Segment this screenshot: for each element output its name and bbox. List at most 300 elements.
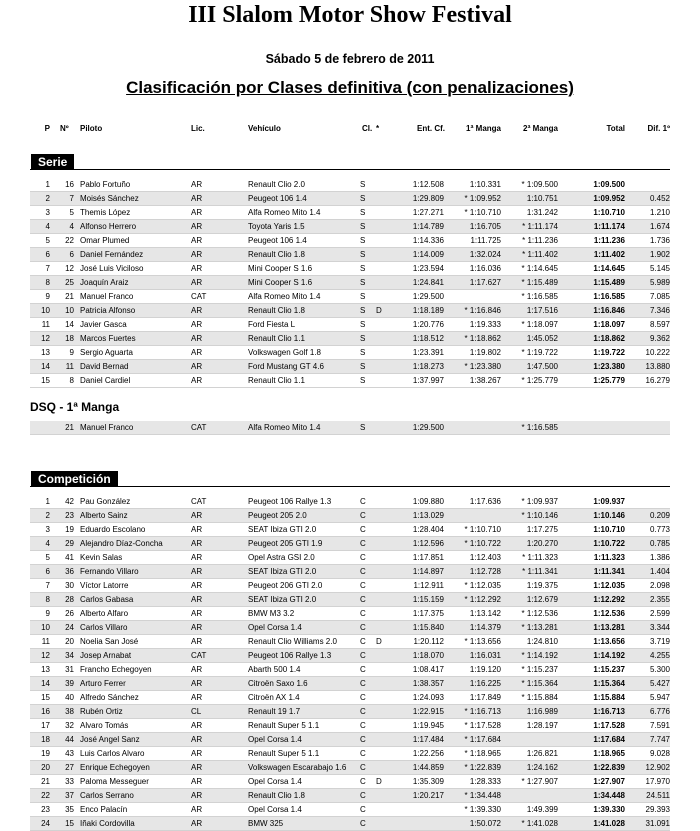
cell-total: 1:09.937 — [593, 497, 625, 506]
header-star: * — [376, 124, 380, 133]
cell-class: C — [360, 553, 366, 562]
table-row — [30, 607, 670, 621]
table-row — [30, 789, 670, 803]
cell-extra — [376, 374, 386, 387]
cell-number: 31 — [65, 665, 74, 674]
cell-class: S — [360, 376, 366, 385]
cell-vehicle: Ford Fiesta L — [248, 320, 296, 329]
cell-diff: 5.427 — [649, 679, 670, 688]
cell-total: 1:16.713 — [593, 707, 625, 716]
cell-license: AR — [191, 306, 203, 315]
cell-vehicle: Renault Super 5 1.1 — [248, 721, 320, 730]
cell-run2: * 1:41.028 — [521, 819, 558, 828]
cell-vehicle: Mini Cooper S 1.6 — [248, 264, 313, 273]
cell-vehicle: Renault Clio 1.8 — [248, 250, 305, 259]
cell-class: S — [360, 423, 366, 432]
cell-vehicle: Opel Corsa 1.4 — [248, 623, 302, 632]
table-header — [0, 122, 700, 136]
cell-pilot: Francho Echegoyen — [80, 665, 152, 674]
cell-vehicle: Toyota Yaris 1.5 — [248, 222, 305, 231]
cell-diff: 13.880 — [645, 362, 670, 371]
cell-number: 6 — [69, 250, 74, 259]
cell-number: 35 — [65, 805, 74, 814]
table-row — [30, 360, 670, 374]
cell-run1: * 1:17.528 — [464, 721, 501, 730]
cell-diff: 5.947 — [649, 693, 670, 702]
cell-extra — [376, 360, 386, 373]
cell-total: 1:11.236 — [593, 236, 625, 245]
cell-vehicle: Alfa Romeo Mito 1.4 — [248, 423, 321, 432]
cell-diff: 1.902 — [649, 250, 670, 259]
cell-class: C — [360, 763, 366, 772]
cell-run1: 1:16.225 — [469, 679, 501, 688]
cell-extra: D — [376, 637, 382, 646]
cell-number: 18 — [65, 334, 74, 343]
cell-vehicle: Renault Clio 1.8 — [248, 791, 305, 800]
cell-total: 1:19.722 — [593, 348, 625, 357]
cell-license: AR — [191, 763, 203, 772]
cell-run2: * 1:11.236 — [522, 236, 558, 245]
cell-position: 15 — [41, 693, 50, 702]
cell-run1: * 1:12.292 — [464, 595, 501, 604]
cell-run2: * 1:15.237 — [521, 665, 558, 674]
section-divider — [30, 169, 670, 170]
cell-entry — [394, 803, 444, 816]
cell-class: S — [360, 320, 366, 329]
cell-run1: 1:17.849 — [469, 693, 501, 702]
cell-pilot: Carlos Villaro — [80, 623, 128, 632]
cell-diff: 5.300 — [649, 665, 670, 674]
cell-pilot: Víctor Latorre — [80, 581, 129, 590]
cell-diff — [620, 421, 670, 434]
cell-vehicle: Peugeot 106 1.4 — [248, 194, 307, 203]
cell-total: 1:10.146 — [593, 511, 625, 520]
cell-total: 1:39.330 — [593, 805, 625, 814]
cell-diff: 17.970 — [645, 777, 670, 786]
cell-entry: 1:22.256 — [412, 749, 444, 758]
cell-extra — [376, 262, 386, 275]
cell-entry: 1:17.484 — [412, 735, 444, 744]
cell-run1: 1:17.627 — [469, 278, 501, 287]
cell-run2: 1:20.270 — [526, 539, 558, 548]
table-row — [30, 234, 670, 248]
cell-position: 4 — [45, 222, 50, 231]
header-run2: 2ª Manga — [523, 124, 558, 133]
cell-pilot: Patricia Alfonso — [80, 306, 136, 315]
cell-diff: 0.452 — [649, 194, 670, 203]
cell-run1 — [451, 290, 501, 303]
cell-position: 2 — [45, 194, 50, 203]
cell-total: 1:13.281 — [593, 623, 625, 632]
cell-diff: 0.785 — [649, 539, 670, 548]
cell-vehicle: SEAT Ibiza GTI 2.0 — [248, 595, 317, 604]
cell-run2: * 1:19.722 — [521, 348, 558, 357]
cell-run2: 1:24.810 — [526, 637, 558, 646]
cell-total: 1:12.035 — [593, 581, 625, 590]
cell-extra — [376, 551, 386, 564]
cell-diff: 3.344 — [649, 623, 670, 632]
cell-vehicle: Renault Super 5 1.1 — [248, 749, 320, 758]
table-row — [30, 495, 670, 509]
cell-position: 22 — [41, 791, 50, 800]
cell-position: 11 — [41, 320, 50, 329]
cell-run2: 1:12.679 — [526, 595, 558, 604]
cell-run1: 1:19.802 — [469, 348, 501, 357]
cell-run1: 1:16.036 — [469, 264, 501, 273]
cell-class: S — [360, 194, 366, 203]
cell-total: 1:10.710 — [593, 525, 625, 534]
cell-position: 13 — [41, 665, 50, 674]
table-row — [30, 346, 670, 360]
cell-license: AR — [191, 278, 203, 287]
cell-run2: 1:24.162 — [526, 763, 558, 772]
cell-class: S — [360, 180, 366, 189]
cell-number: 21 — [65, 423, 74, 432]
cell-entry: 1:17.851 — [412, 553, 444, 562]
cell-pilot: Daniel Cardiel — [80, 376, 131, 385]
cell-number: 12 — [65, 264, 74, 273]
section-label: Competición — [31, 471, 118, 487]
cell-run2: 1:17.275 — [526, 525, 558, 534]
table-row — [30, 579, 670, 593]
cell-class: C — [360, 581, 366, 590]
cell-extra — [376, 220, 386, 233]
cell-class: C — [360, 623, 366, 632]
cell-vehicle: BMW 325 — [248, 819, 284, 828]
cell-extra — [376, 817, 386, 830]
cell-position: 17 — [41, 721, 50, 730]
cell-class: C — [360, 721, 366, 730]
cell-entry: 1:23.391 — [412, 348, 444, 357]
cell-class: C — [360, 567, 366, 576]
cell-license: AR — [191, 609, 203, 618]
cell-entry: 1:15.159 — [412, 595, 444, 604]
cell-class: C — [360, 511, 366, 520]
cell-number: 5 — [69, 208, 74, 217]
cell-license: CAT — [191, 423, 207, 432]
cell-vehicle: Renault Clio 1.1 — [248, 376, 305, 385]
cell-run1: * 1:09.952 — [464, 194, 501, 203]
cell-position: 7 — [45, 581, 50, 590]
cell-license: AR — [191, 777, 203, 786]
cell-entry: 1:29.809 — [412, 194, 444, 203]
cell-vehicle: Ford Mustang GT 4.6 — [248, 362, 324, 371]
cell-class: C — [360, 525, 366, 534]
cell-number: 7 — [69, 194, 74, 203]
cell-extra — [376, 733, 386, 746]
cell-diff: 29.393 — [645, 805, 670, 814]
cell-run2: * 1:16.585 — [521, 292, 558, 301]
cell-class: C — [360, 539, 366, 548]
cell-number: 41 — [65, 553, 74, 562]
cell-number: 40 — [65, 693, 74, 702]
cell-class: C — [360, 735, 366, 744]
cell-extra — [376, 290, 386, 303]
cell-entry: 1:14.009 — [412, 250, 444, 259]
cell-entry: 1:22.915 — [412, 707, 444, 716]
cell-pilot: Kevin Salas — [80, 553, 123, 562]
cell-total: 1:11.341 — [593, 567, 625, 576]
header-number: Nº — [60, 124, 69, 133]
cell-vehicle: Opel Astra GSI 2.0 — [248, 553, 315, 562]
cell-position: 23 — [41, 805, 50, 814]
cell-extra — [376, 192, 386, 205]
cell-total: 1:11.323 — [593, 553, 625, 562]
cell-pilot: David Bernad — [80, 362, 129, 371]
cell-pilot: Alvaro Tomás — [80, 721, 129, 730]
cell-entry: 1:29.500 — [412, 292, 444, 301]
cell-run2: 1:45.052 — [526, 334, 558, 343]
cell-entry: 1:17.375 — [412, 609, 444, 618]
cell-vehicle: Citroën Saxo 1.6 — [248, 679, 308, 688]
cell-run2: 1:28.197 — [526, 721, 558, 730]
cell-class: C — [360, 819, 366, 828]
cell-total: 1:11.174 — [593, 222, 625, 231]
cell-run1: 1:38.267 — [469, 376, 501, 385]
cell-entry: 1:19.945 — [412, 721, 444, 730]
table-row — [30, 192, 670, 206]
cell-license: AR — [191, 749, 203, 758]
cell-pilot: José Angel Sanz — [80, 735, 140, 744]
header-class: Cl. — [362, 124, 373, 133]
cell-pilot: Alfredo Sánchez — [80, 693, 139, 702]
cell-run2: 1:17.516 — [526, 306, 558, 315]
cell-vehicle: Peugeot 106 Rallye 1.3 — [248, 651, 332, 660]
cell-license: AR — [191, 250, 203, 259]
table-row — [30, 719, 670, 733]
cell-extra — [376, 803, 386, 816]
cell-pilot: Rubén Ortiz — [80, 707, 123, 716]
cell-diff: 7.747 — [649, 735, 670, 744]
cell-extra — [376, 234, 386, 247]
cell-license: AR — [191, 679, 203, 688]
cell-extra — [376, 607, 386, 620]
classification-title-text: Clasificación por Clases definitiva (con penalizaciones) — [126, 78, 574, 97]
cell-total: 1:09.500 — [593, 180, 625, 189]
cell-diff: 8.597 — [649, 320, 670, 329]
cell-class: S — [360, 334, 366, 343]
cell-entry: 1:14.789 — [412, 222, 444, 231]
cell-class: C — [360, 707, 366, 716]
table-row — [30, 537, 670, 551]
cell-entry: 1:18.070 — [412, 651, 444, 660]
cell-license: AR — [191, 805, 203, 814]
section-divider — [30, 486, 670, 487]
cell-pilot: Arturo Ferrer — [80, 679, 126, 688]
table-row — [30, 248, 670, 262]
cell-class: C — [360, 497, 366, 506]
cell-diff: 1.736 — [649, 236, 670, 245]
cell-run2: * 1:09.937 — [521, 497, 558, 506]
cell-total: 1:15.884 — [593, 693, 625, 702]
cell-total: 1:14.645 — [593, 264, 625, 273]
cell-entry: 1:18.189 — [412, 306, 444, 315]
cell-license: AR — [191, 819, 203, 828]
cell-vehicle: Peugeot 106 1.4 — [248, 236, 307, 245]
cell-number: 22 — [65, 236, 74, 245]
cell-vehicle: Opel Corsa 1.4 — [248, 805, 302, 814]
cell-total: 1:10.722 — [593, 539, 625, 548]
cell-pilot: Pau González — [80, 497, 131, 506]
cell-vehicle: Renault Clio Williams 2.0 — [248, 637, 337, 646]
cell-license: AR — [191, 735, 203, 744]
cell-run1: 1:19.333 — [469, 320, 501, 329]
cell-license: CAT — [191, 292, 207, 301]
cell-vehicle: Renault Clio 1.8 — [248, 306, 305, 315]
cell-extra — [376, 495, 386, 508]
cell-diff: 10.222 — [645, 348, 670, 357]
cell-total: 1:12.536 — [593, 609, 625, 618]
cell-run2: * 1:27.907 — [521, 777, 558, 786]
cell-extra — [376, 421, 386, 434]
cell-run2: * 1:11.402 — [522, 250, 558, 259]
cell-total: 1:09.952 — [593, 194, 625, 203]
table-row — [30, 621, 670, 635]
cell-pilot: Enco Palacín — [80, 805, 128, 814]
header-license: Lic. — [191, 124, 205, 133]
cell-run2: * 1:11.174 — [522, 222, 558, 231]
cell-entry: 1:20.776 — [412, 320, 444, 329]
cell-class: S — [360, 208, 366, 217]
cell-diff: 1.386 — [649, 553, 670, 562]
cell-position: 10 — [41, 306, 50, 315]
cell-extra — [376, 789, 386, 802]
cell-run1: 1:16.031 — [469, 651, 501, 660]
table-row — [30, 593, 670, 607]
cell-position: 15 — [41, 376, 50, 385]
cell-total: 1:16.585 — [593, 292, 625, 301]
cell-extra — [376, 593, 386, 606]
cell-position: 24 — [41, 819, 50, 828]
cell-license: AR — [191, 194, 203, 203]
cell-diff: 5.145 — [649, 264, 670, 273]
cell-run2: 1:19.375 — [526, 581, 558, 590]
cell-run2: 1:10.751 — [526, 194, 558, 203]
cell-vehicle: Alfa Romeo Mito 1.4 — [248, 208, 321, 217]
cell-total: 1:23.380 — [593, 362, 625, 371]
cell-diff: 12.902 — [645, 763, 670, 772]
cell-extra — [376, 276, 386, 289]
cell-run1: * 1:10.722 — [464, 539, 501, 548]
cell-run1: * 1:17.684 — [464, 735, 501, 744]
cell-run2: * 1:14.645 — [521, 264, 558, 273]
section-label: DSQ - 1ª Manga — [30, 400, 120, 414]
cell-number: 8 — [69, 376, 74, 385]
cell-diff — [620, 178, 670, 191]
cell-entry — [394, 817, 444, 830]
table-row — [30, 206, 670, 220]
cell-entry: 1:18.512 — [412, 334, 444, 343]
cell-diff: 7.346 — [649, 306, 670, 315]
table-row — [30, 761, 670, 775]
cell-run2: * 1:18.097 — [521, 320, 558, 329]
cell-license: AR — [191, 236, 203, 245]
cell-number: 11 — [65, 362, 74, 371]
cell-extra: D — [376, 777, 382, 786]
cell-license: AR — [191, 208, 203, 217]
cell-number: 16 — [65, 180, 74, 189]
cell-pilot: Carlos Gabasa — [80, 595, 134, 604]
cell-vehicle: Opel Corsa 1.4 — [248, 735, 302, 744]
cell-pilot: José Luis Viciloso — [80, 264, 144, 273]
cell-run1: * 1:18.965 — [464, 749, 501, 758]
cell-license: AR — [191, 567, 203, 576]
cell-diff: 24.511 — [646, 791, 670, 800]
cell-position — [38, 421, 50, 434]
cell-position: 5 — [45, 553, 50, 562]
header-vehicle: Vehículo — [248, 124, 281, 133]
cell-number: 34 — [65, 651, 74, 660]
cell-license: AR — [191, 376, 203, 385]
cell-run2 — [508, 733, 558, 746]
cell-number: 38 — [65, 707, 74, 716]
cell-extra — [376, 332, 386, 345]
cell-run1 — [451, 509, 501, 522]
cell-entry: 1:12.508 — [412, 180, 444, 189]
header-pilot: Piloto — [80, 124, 103, 133]
cell-class: C — [360, 777, 366, 786]
cell-extra — [376, 747, 386, 760]
cell-vehicle: Volkswagen Golf 1.8 — [248, 348, 321, 357]
cell-pilot: Alejandro Díaz-Concha — [80, 539, 163, 548]
cell-license: AR — [191, 693, 203, 702]
cell-license: AR — [191, 637, 203, 646]
cell-number: 20 — [65, 637, 74, 646]
cell-diff — [620, 495, 670, 508]
cell-vehicle: Peugeot 106 Rallye 1.3 — [248, 497, 332, 506]
cell-run1: * 1:10.710 — [464, 208, 501, 217]
cell-run2: * 1:15.364 — [521, 679, 558, 688]
cell-run1: * 1:13.656 — [464, 637, 501, 646]
cell-entry: 1:35.309 — [412, 777, 444, 786]
cell-license: AR — [191, 264, 203, 273]
cell-run1: * 1:16.713 — [464, 707, 501, 716]
header-entry: Ent. Cf. — [417, 124, 445, 133]
cell-total: 1:27.907 — [593, 777, 625, 786]
cell-extra — [376, 206, 386, 219]
cell-run2: * 1:15.884 — [521, 693, 558, 702]
cell-diff: 7.085 — [649, 292, 670, 301]
table-row — [30, 635, 670, 649]
cell-diff: 1.210 — [649, 208, 670, 217]
cell-extra — [376, 523, 386, 536]
table-row — [30, 332, 670, 346]
cell-run2: 1:16.989 — [526, 707, 558, 716]
table-row — [30, 677, 670, 691]
cell-entry: 1:44.859 — [412, 763, 444, 772]
cell-number: 28 — [65, 595, 74, 604]
cell-pilot: Eduardo Escolano — [80, 525, 146, 534]
cell-position: 10 — [41, 623, 50, 632]
table-row — [30, 276, 670, 290]
cell-total: 1:18.965 — [593, 749, 625, 758]
cell-extra — [376, 178, 386, 191]
table-row — [30, 262, 670, 276]
cell-class: C — [360, 595, 366, 604]
cell-number: 15 — [65, 819, 74, 828]
cell-position: 12 — [41, 334, 50, 343]
cell-class: C — [360, 651, 366, 660]
cell-entry: 1:24.093 — [412, 693, 444, 702]
cell-diff: 9.028 — [649, 749, 670, 758]
cell-number: 27 — [65, 763, 74, 772]
cell-pilot: Javier Gasca — [80, 320, 127, 329]
cell-run1: * 1:18.862 — [464, 334, 501, 343]
cell-position: 4 — [45, 539, 50, 548]
cell-run1: * 1:23.380 — [464, 362, 501, 371]
cell-pilot: Alfonso Herrero — [80, 222, 137, 231]
table-row — [30, 565, 670, 579]
